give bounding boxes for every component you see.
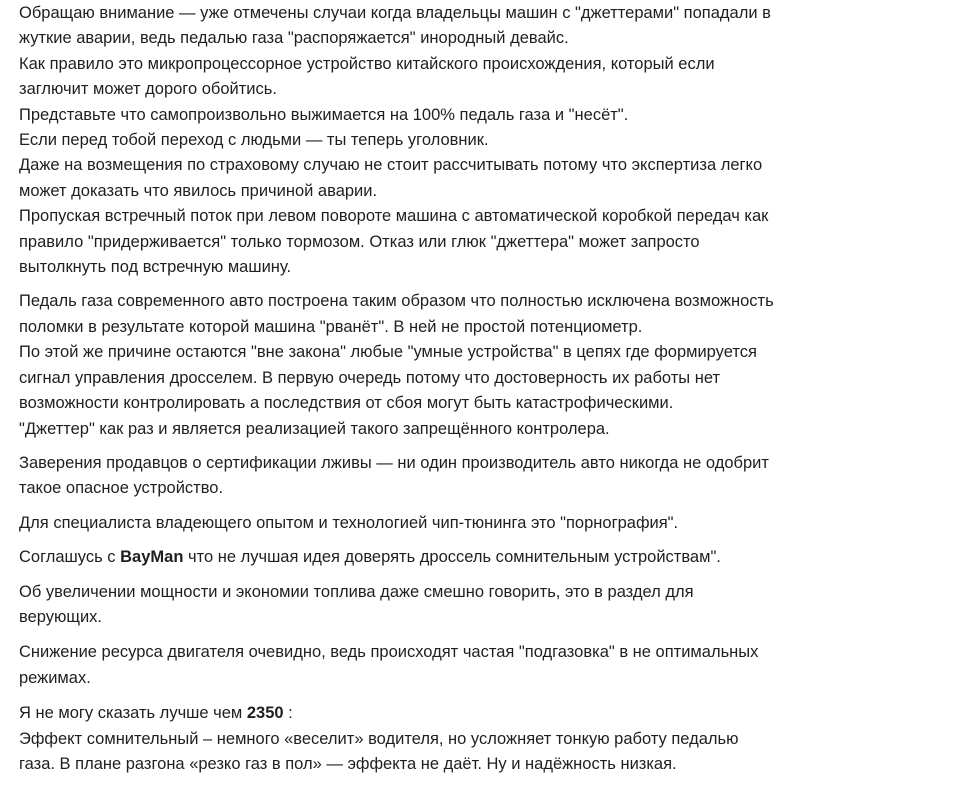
text-line: газа. В плане разгона «резко газ в пол» — эффекта не даёт. Ну и надёжность низкая. — [19, 754, 677, 773]
paragraph-specialist — [19, 511, 949, 536]
text-segment: Я не могу сказать лучше чем — [19, 704, 247, 723]
paragraph-power — [19, 580, 949, 631]
text-line: может доказать что явилось причиной аварии. — [19, 181, 378, 200]
text-segment: : — [283, 704, 293, 723]
text-line: заглючит может дорого обойтись. — [19, 80, 277, 99]
paragraph-pedal — [19, 289, 949, 441]
text-line: Представьте что самопроизвольно выжимается на 100% педаль газа и "несёт". — [19, 105, 629, 124]
text-line: возможности контролировать а последствия от сбоя могут быть катастрофическими. — [19, 394, 674, 413]
text-line: "Джеттер" как раз и является реализацией такого запрещённого контролера. — [19, 419, 610, 438]
text-line: такое опасное устройство. — [19, 479, 224, 498]
text-line: Для специалиста владеющего опытом и технологией чип-тюнинга это "порнография". — [19, 513, 679, 532]
text-line: Об увеличении мощности и экономии топлива даже смешно говорить, это в раздел для — [19, 582, 694, 601]
text-line: Снижение ресурса двигателя очевидно, ведь происходят частая "подгазовка" в не оптимальных — [19, 643, 759, 662]
paragraph-certification — [19, 451, 949, 502]
text-line: Если перед тобой переход с людьми — ты теперь уголовник. — [19, 131, 489, 150]
text-line: Педаль газа современного авто построена таким образом что полностью исключена возможность — [19, 292, 774, 311]
paragraph-engine — [19, 640, 949, 691]
text-line: поломки в результате которой машина "рванёт". В ней не простой потенциометр. — [19, 317, 643, 336]
text-line: Даже на возмещения по страховому случаю не стоит рассчитывать потому что экспертиза легко — [19, 156, 763, 175]
text-line: правило "придерживается" только тормозом. Отказ или глюк "джеттера" может запросто — [19, 232, 700, 251]
text-line: По этой же причине остаются "вне закона" любые "умные устройства" в цепях где формируется — [19, 343, 757, 362]
text-line: Как правило это микропроцессорное устройство китайского происхождения, который если — [19, 54, 715, 73]
paragraph-quote — [19, 701, 949, 777]
text-line: режимах. — [19, 668, 91, 687]
text-line: сигнал управления дросселем. В первую очередь потому что достоверность их работы нет — [19, 368, 721, 387]
text-line: Эффект сомнительный – немного «веселит» водителя, но усложняет тонкую работу педалью — [19, 729, 739, 748]
text-line: вытолкнуть под встречную машину. — [19, 258, 292, 277]
text-line — [19, 545, 949, 570]
text-line: Пропуская встречный поток при левом повороте машина с автоматической коробкой передач как — [19, 207, 769, 226]
text-line — [19, 701, 949, 726]
text-line: верующих. — [19, 607, 102, 626]
text-line: жуткие аварии, ведь педалью газа "распоряжается" инородный девайс. — [19, 29, 569, 48]
text-segment: что не лучшая идея доверять дроссель сомнительным устройствам". — [183, 548, 721, 567]
text-segment: Соглашусь с — [19, 548, 121, 567]
text-line: Обращаю внимание — уже отмечены случаи когда владельцы машин с "джеттерами" попадали в — [19, 4, 771, 22]
post-body — [19, 0, 949, 777]
user-mention: 2350 — [246, 704, 284, 723]
paragraph-warning — [19, 1, 949, 280]
paragraph-agree — [19, 545, 949, 570]
user-mention: BayMan — [120, 548, 184, 567]
text-line: Заверения продавцов о сертификации лживы — ни один производитель авто никогда не одобрит — [19, 453, 769, 472]
